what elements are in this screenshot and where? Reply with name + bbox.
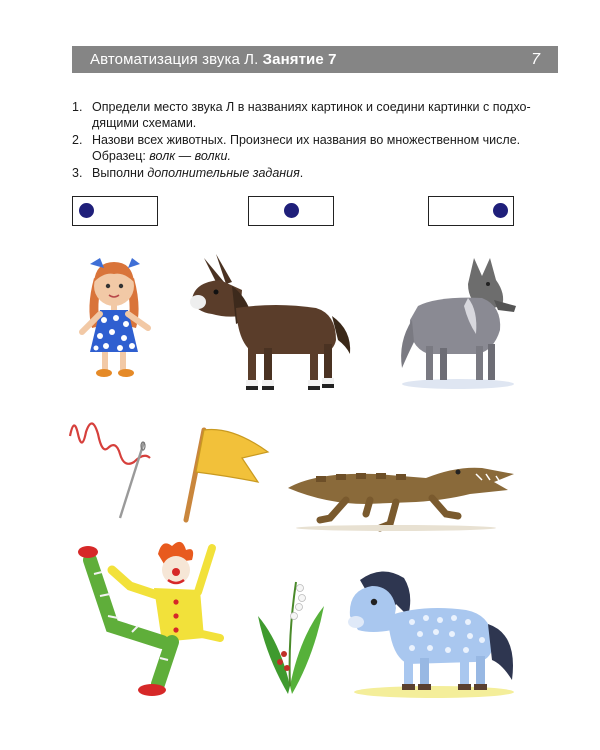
header-bar (72, 46, 558, 73)
crocodile-icon[interactable] (286, 448, 518, 532)
doll-icon[interactable] (66, 248, 162, 382)
instruction-item: 2. Назови всех животных. Произнеси их названия во множественном числе. Образец: волк — волки. (72, 133, 521, 163)
clown-icon[interactable] (72, 534, 224, 700)
wolf-icon[interactable] (398, 250, 522, 390)
page-title: Автоматизация звука Л. Занятие 7 (90, 51, 337, 68)
flag-icon[interactable] (172, 424, 276, 524)
instruction-item: 3. Выполни дополнительные задания. (72, 166, 304, 180)
instruction-item: 1. Определи место звука Л в названиях картинок и соедини картинки с подхо-дящими схемами. (72, 100, 531, 130)
sound-dot (493, 203, 508, 218)
lily-of-the-valley-icon[interactable] (250, 576, 330, 696)
scheme-box-end[interactable] (428, 196, 514, 226)
pony-icon[interactable] (342, 564, 520, 700)
donkey-icon[interactable] (186, 246, 358, 398)
scheme-box-start[interactable] (72, 196, 158, 226)
needle-thread-icon[interactable] (64, 412, 158, 522)
scheme-box-middle[interactable] (248, 196, 334, 226)
instructions-list (72, 100, 542, 184)
sound-dot (284, 203, 299, 218)
sound-dot (79, 203, 94, 218)
page-number: 7 (531, 50, 540, 68)
